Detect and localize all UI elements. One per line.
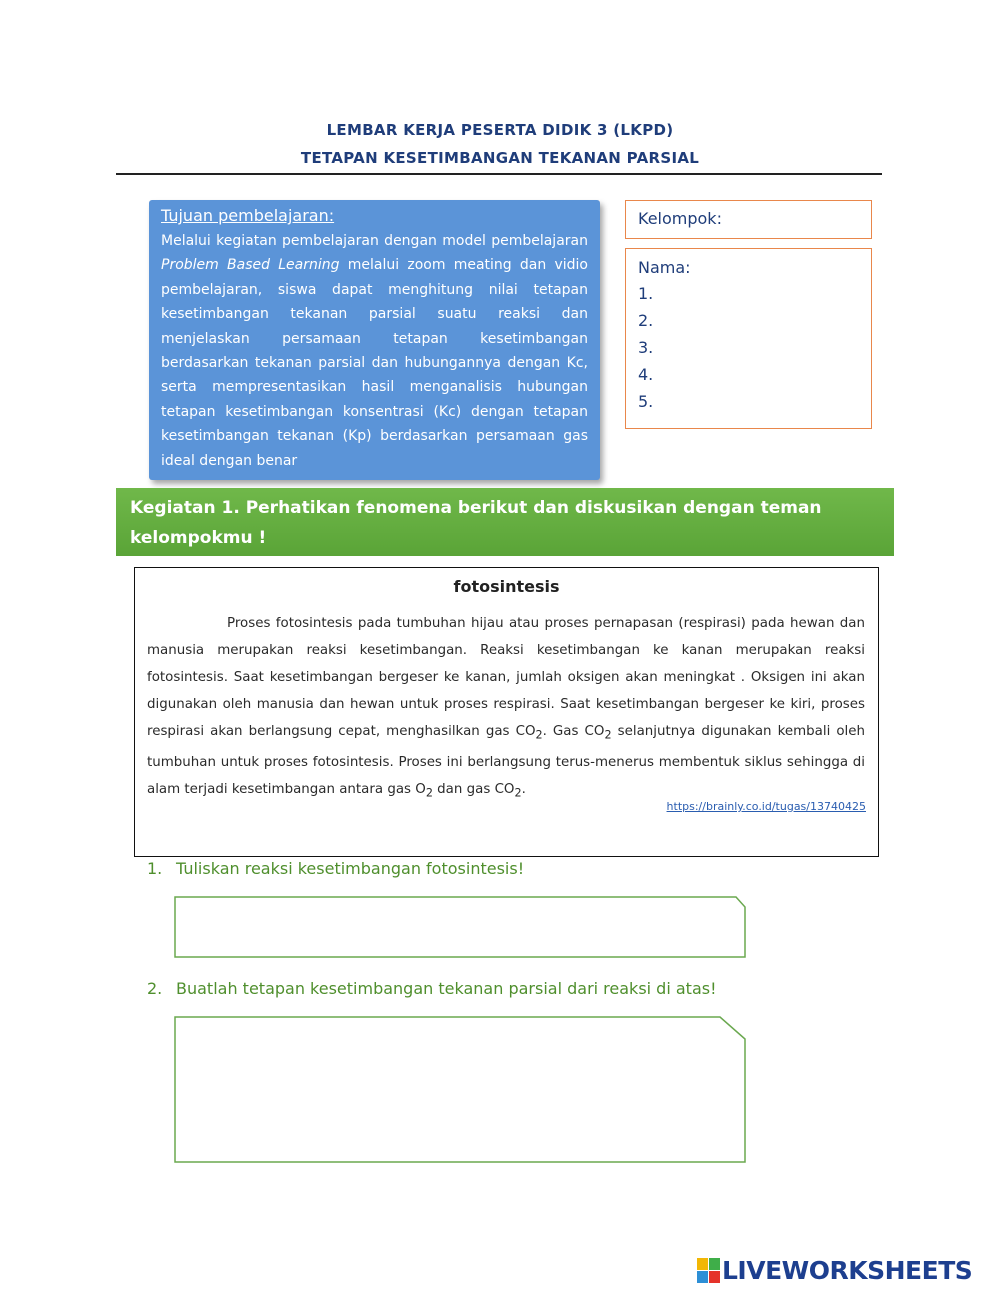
logo-square-1 (697, 1258, 708, 1270)
subscript-2: 2 (604, 729, 612, 743)
subscript-2: 2 (535, 729, 543, 743)
question-2-text: Buatlah tetapan kesetimbangan tekanan parsial dari reaksi di atas! (176, 979, 717, 998)
reading-text-4: dan gas CO (432, 782, 515, 798)
answer-2-field[interactable] (174, 1015, 747, 1164)
question-2-number: 2. (147, 979, 163, 998)
liveworksheets-logo (697, 1255, 972, 1285)
logo-text: LIVEWORKSHEETS (722, 1255, 973, 1285)
reading-text-1: Proses fotosintesis pada tumbuhan hijau atau proses pernapasan (respirasi) pada hewan dan manusia merupakan reaksi kesetimbangan. Reaksi kesetimbangan ke kanan merupakan reaksi fotosintesis. Saat kesetimbangan bergeser ke kanan, jumlah oksigen akan meningkat . Oksigen ini akan digunakan oleh manusia dan hewan untuk proses respirasi. Saat kesetimbangan bergeser ke kiri, proses respirasi akan berlangsung cepat, menghasilkan gas CO (147, 616, 865, 740)
activity-banner: Kegiatan 1. Perhatikan fenomena berikut dan diskusikan dengan teman kelompokmu ! (116, 488, 894, 556)
objectives-text-part2: melalui zoom meating dan vidio pembelajaran, siswa dapat menghitung nilai tetapan kesetimbangan tekanan parsial suatu reaksi dan menjelaskan persamaan tetapan kesetimbangan berdasarkan tekanan parsial dan hubungannya dengan Kc, serta mempresentasikan hasil menganalisis hubungan tetapan kesetimbangan konsentrasi (Kc) dengan tetapan kesetimbangan tekanan (Kp) berdasarkan persamaan gas ideal dengan benar (161, 257, 588, 469)
worksheet-title-line-2: TETAPAN KESETIMBANGAN TEKANAN PARSIAL (300, 149, 700, 167)
answer-1-field[interactable] (174, 895, 747, 959)
title-divider (116, 173, 882, 175)
logo-mark-icon (697, 1258, 719, 1282)
logo-square-3 (697, 1271, 708, 1283)
name-number-3: 3. (638, 338, 654, 357)
reading-text-5: . (521, 782, 526, 798)
objectives-text (161, 229, 588, 473)
logo-square-2 (709, 1258, 720, 1270)
subscript-2: 2 (514, 786, 522, 800)
names-field[interactable] (625, 248, 872, 429)
logo-square-4 (709, 1271, 720, 1283)
name-number-2: 2. (638, 311, 654, 330)
objectives-heading: Tujuan pembelajaran: (161, 206, 335, 225)
reading-title: fotosintesis (453, 577, 560, 596)
learning-objectives-panel (149, 200, 600, 480)
reading-text-2: . Gas CO (542, 724, 605, 740)
name-number-1: 1. (638, 284, 654, 303)
name-number-4: 4. (638, 365, 654, 384)
reading-paragraph (147, 610, 865, 807)
group-label: Kelompok: (638, 209, 722, 228)
reading-text-3: selanjutnya digunakan kembali oleh tumbuhan untuk proses fotosintesis. Proses ini berlangsung terus-menerus membentuk siklus sehingga di alam terjadi kesetimbangan antara gas O (147, 724, 866, 798)
objectives-text-italic: Problem Based Learning (161, 257, 340, 274)
subscript-2: 2 (425, 786, 433, 800)
group-field[interactable] (625, 200, 872, 239)
question-1-text: Tuliskan reaksi kesetimbangan fotosintesis! (176, 859, 525, 878)
objectives-text-part1: Melalui kegiatan pembelajaran dengan model pembelajaran (161, 233, 588, 249)
worksheet-title-line-1: LEMBAR KERJA PESERTA DIDIK 3 (LKPD) (326, 121, 674, 139)
names-label: Nama: (638, 258, 691, 277)
reading-box (134, 567, 879, 857)
question-1-number: 1. (147, 859, 163, 878)
source-link[interactable]: https://brainly.co.id/tugas/13740425 (666, 800, 866, 813)
name-number-5: 5. (638, 392, 654, 411)
question-2 (147, 979, 717, 998)
question-1 (147, 859, 524, 878)
